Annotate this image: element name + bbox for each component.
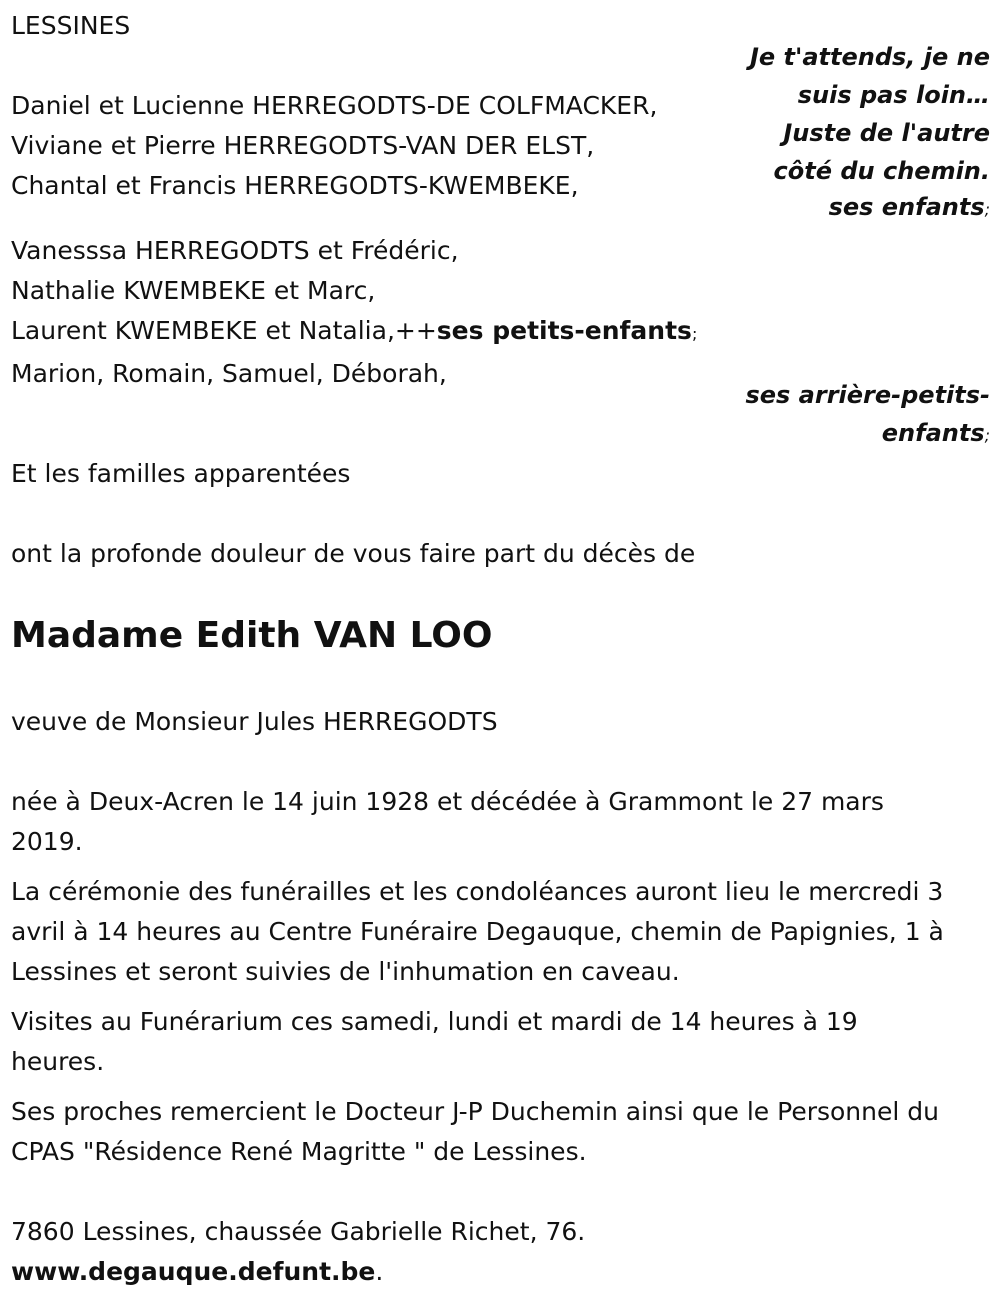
- great-grandchildren-label: [745, 376, 990, 455]
- address: 7860 Lessines, chaussée Gabrielle Richet, 76.: [11, 1217, 586, 1246]
- list-item-text: Laurent KWEMBEKE et Natalia,++: [11, 316, 437, 345]
- thanks-info: Ses proches remercient le Docteur J-P Duchemin ainsi que le Personnel du CPAS "Résidence René Magritte " de Lessines.: [11, 1097, 939, 1166]
- list-item: Daniel et Lucienne HERREGODTS-DE COLFMACKER,: [11, 91, 658, 120]
- list-item: [11, 311, 697, 354]
- quote-line: Je t'attends, je ne: [749, 43, 990, 71]
- list-item: Chantal et Francis HERREGODTS-KWEMBEKE,: [11, 171, 579, 200]
- semicolon: ;: [984, 200, 990, 219]
- children-label-text: ses enfants: [828, 193, 985, 221]
- website-link[interactable]: www.degauque.defunt.be: [11, 1257, 376, 1286]
- grandchildren-label: ses petits-enfants: [436, 316, 692, 345]
- list-item: Vanesssa HERREGODTS et Frédéric,: [11, 236, 459, 265]
- epitaph-quote: [750, 38, 990, 229]
- semicolon: ;: [984, 426, 990, 445]
- label-line-text: enfants: [881, 419, 985, 447]
- semicolon: ;: [691, 324, 698, 343]
- website-suffix: .: [375, 1257, 384, 1286]
- list-item: Viviane et Pierre HERREGODTS-VAN DER ELST,: [11, 131, 595, 160]
- birth-death-info: née à Deux-Acren le 14 juin 1928 et décédée à Grammont le 27 mars 2019.: [11, 787, 884, 856]
- website-line: [11, 1252, 383, 1292]
- widow-of: veuve de Monsieur Jules HERREGODTS: [11, 707, 498, 736]
- grandchildren-list: [11, 231, 697, 394]
- quote-line: côté du chemin.: [773, 157, 990, 185]
- label-line: [745, 414, 990, 455]
- announcement: ont la profonde douleur de vous faire part du décès de: [11, 539, 696, 568]
- children-label: [750, 188, 990, 229]
- deceased-name: Madame Edith VAN LOO: [11, 615, 493, 656]
- city-header: LESSINES: [11, 11, 131, 40]
- quote-line: Juste de l'autre: [783, 119, 990, 147]
- visits-info: Visites au Funérarium ces samedi, lundi et mardi de 14 heures à 19 heures.: [11, 1007, 858, 1076]
- quote-line: suis pas loin…: [797, 81, 990, 109]
- label-line: ses arrière-petits-: [745, 381, 990, 409]
- families-line: Et les familles apparentées: [11, 459, 351, 488]
- ceremony-info: La cérémonie des funérailles et les condoléances auront lieu le mercredi 3 avril à 14 heures au Centre Funéraire Degauque, chemin de Papignies, 1 à Lessines et seront suivies de l'inhumation en caveau.: [11, 877, 944, 986]
- children-list: [11, 86, 657, 206]
- great-grandchildren-names: Marion, Romain, Samuel, Déborah,: [11, 359, 447, 388]
- list-item: Nathalie KWEMBEKE et Marc,: [11, 276, 376, 305]
